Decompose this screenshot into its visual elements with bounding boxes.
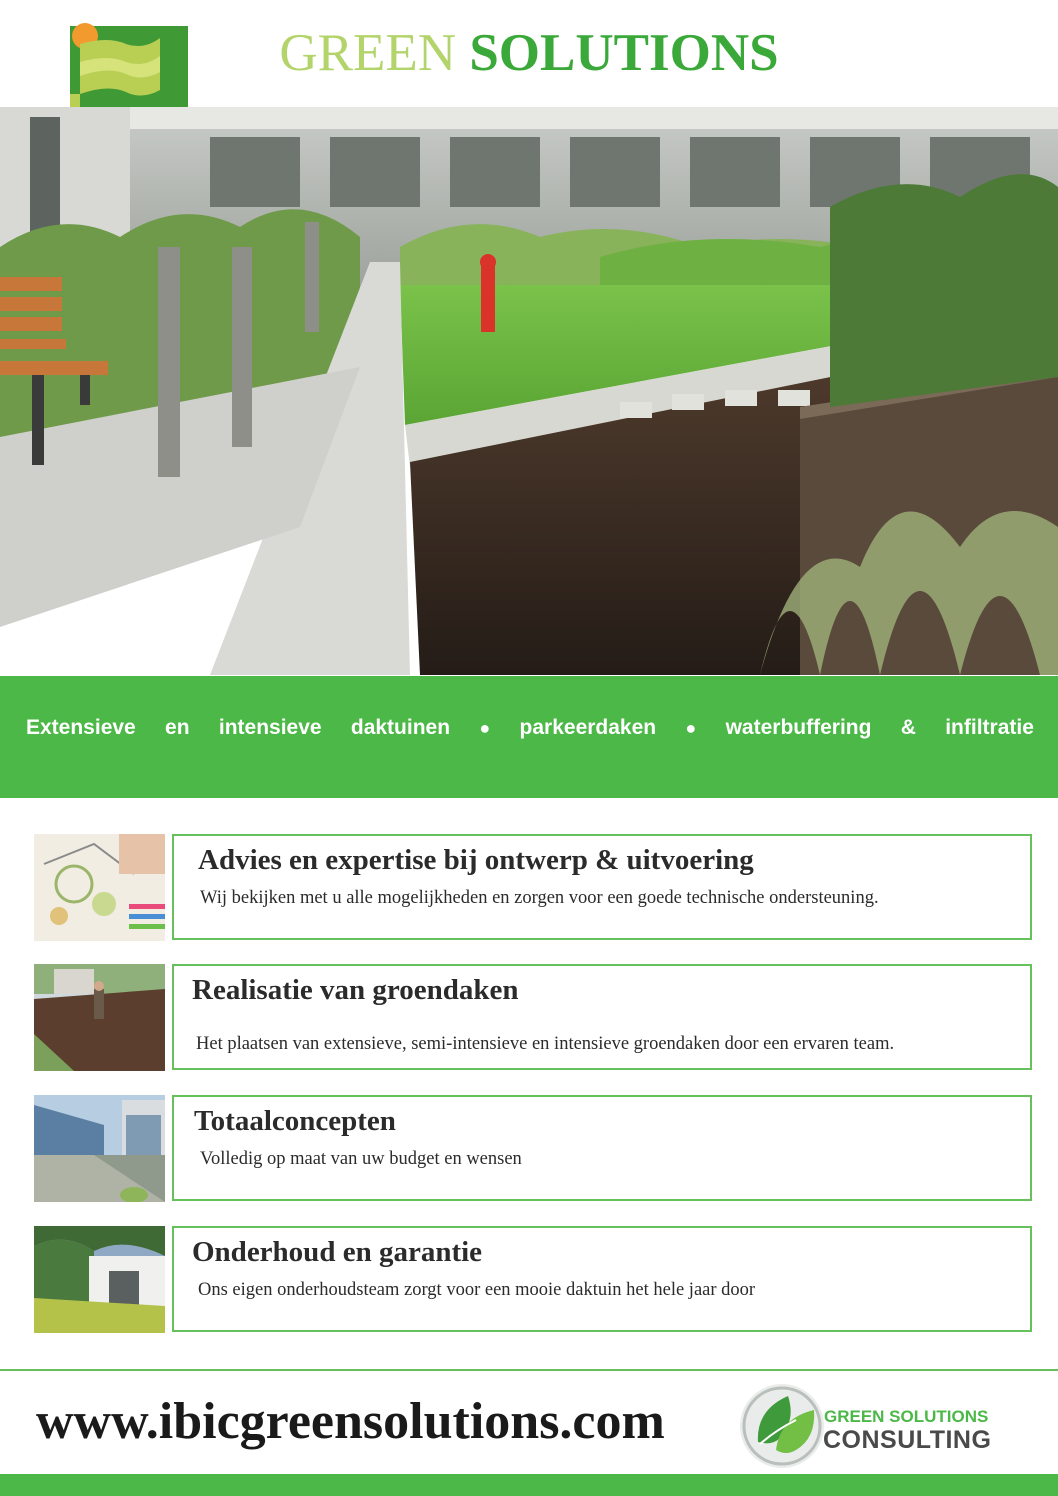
service-item-advies <box>34 834 1034 942</box>
banner-word: intensieve <box>218 716 322 739</box>
banner-word: & <box>900 716 916 739</box>
service-item-realisatie <box>34 964 1034 1072</box>
green-roof-thumbnail <box>34 1226 165 1333</box>
service-title: Advies en expertise bij ontwerp & uitvoering <box>198 844 754 876</box>
banner-word: Extensieve <box>26 716 136 739</box>
service-title: Onderhoud en garantie <box>192 1236 483 1268</box>
roof-worker-thumbnail <box>34 964 165 1071</box>
title-solutions: SOLUTIONS <box>469 24 779 82</box>
footer-bar <box>0 1474 1058 1496</box>
design-sketch-thumbnail <box>34 834 165 941</box>
title-green: GREEN <box>279 24 457 82</box>
banner-word: waterbuffering <box>725 716 872 739</box>
banner-word: parkeerdaken <box>519 716 657 739</box>
service-description: Ons eigen onderhoudsteam zorgt voor een mooie daktuin het hele jaar door <box>198 1280 756 1300</box>
consulting-logo-line1: GREEN SOLUTIONS <box>824 1407 989 1426</box>
banner-word: daktuinen <box>350 716 451 739</box>
banner-text <box>26 716 1034 740</box>
banner-word: en <box>165 716 190 739</box>
page-title <box>0 22 1058 84</box>
service-box <box>172 1095 1032 1201</box>
bullet-icon: ● <box>685 717 697 738</box>
hero-photo <box>0 107 1058 675</box>
footer-divider <box>0 1369 1058 1371</box>
service-item-totaalconcepten <box>34 1095 1034 1203</box>
service-description: Volledig op maat van uw budget en wensen <box>200 1149 522 1169</box>
service-box <box>172 964 1032 1070</box>
service-description: Wij bekijken met u alle mogelijkheden en zorgen voor een goede technische ondersteuning. <box>200 888 879 908</box>
service-title: Totaalconcepten <box>194 1105 396 1137</box>
building-thumbnail <box>34 1095 165 1202</box>
bullet-icon: ● <box>479 717 491 738</box>
service-description: Het plaatsen van extensieve, semi-intensieve en intensieve groendaken door een ervaren team. <box>196 1034 895 1054</box>
website-url[interactable]: www.ibicgreensolutions.com <box>36 1393 665 1450</box>
service-title: Realisatie van groendaken <box>192 974 519 1006</box>
consulting-logo-line2: CONSULTING <box>823 1426 992 1454</box>
service-box <box>172 1226 1032 1332</box>
service-box <box>172 834 1032 940</box>
service-item-onderhoud <box>34 1226 1034 1334</box>
services-banner <box>0 676 1058 798</box>
banner-word: infiltratie <box>945 716 1034 739</box>
